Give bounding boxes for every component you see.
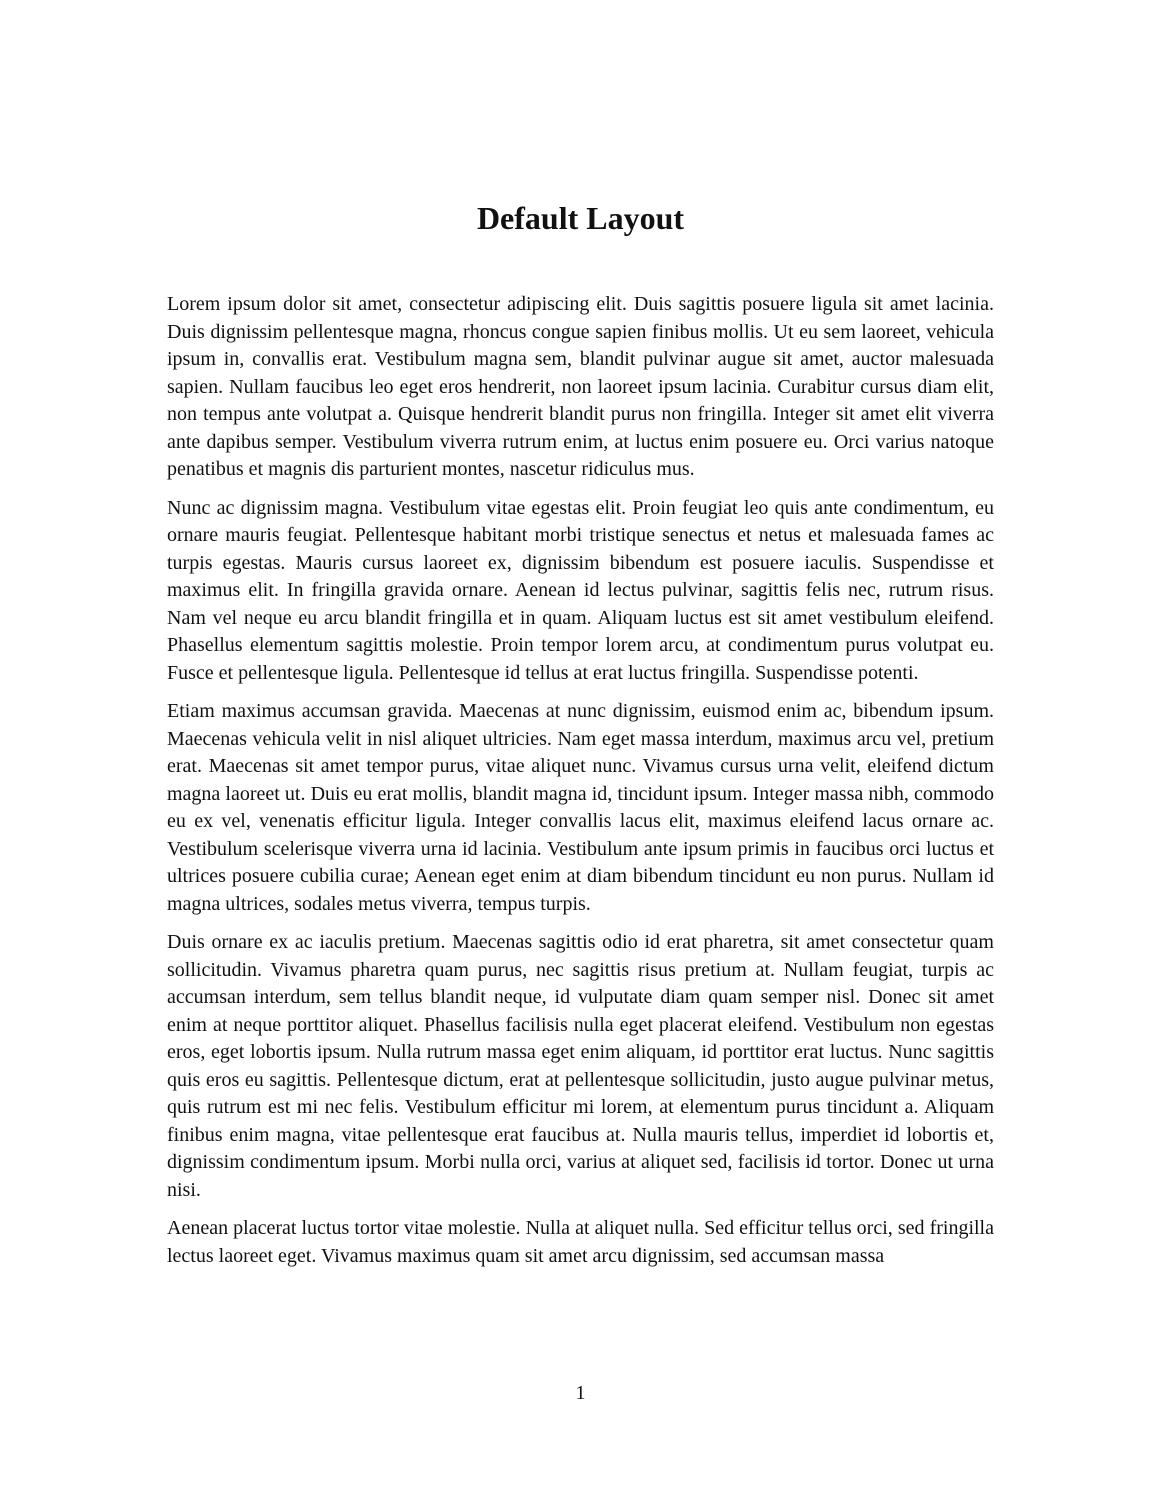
paragraph-1: Lorem ipsum dolor sit amet, consectetur adipiscing elit. Duis sagittis posuere ligula sit amet lacinia. Duis dignissim pellentesque magna, rhoncus congue sapien finibus mollis. Ut eu sem laoreet, vehicula ipsum in, convallis erat. Vestibulum magna sem, blandit pulvinar augue sit amet, auctor malesuada sapien. Nullam faucibus leo eget eros hendrerit, non laoreet ipsum lacinia. Curabitur cursus diam elit, non tempus ante volutpat a. Quisque hendrerit blandit purus non fringilla. Integer sit amet elit viverra ante dapibus semper. Vestibulum viverra rutrum enim, at luctus enim posuere eu. Orci varius natoque penatibus et magnis dis parturient montes, nascetur ridiculus mus. [167,293,994,480]
paragraph-2: Nunc ac dignissim magna. Vestibulum vitae egestas elit. Proin feugiat leo quis ante condimentum, eu ornare mauris feugiat. Pellentesque habitant morbi tristique senectus et netus et malesuada fames ac turpis egestas. Mauris cursus laoreet ex, dignissim bibendum est posuere iaculis. Suspendisse et maximus elit. In fringilla gravida ornare. Aenean id lectus pulvinar, sagittis felis nec, rutrum risus. Nam vel neque eu arcu blandit fringilla et in quam. Aliquam luctus est sit amet vestibulum eleifend. Phasellus elementum sagittis molestie. Proin tempor lorem arcu, at condimentum purus volutpat eu. Fusce et pellentesque ligula. Pellentesque id tellus at erat luctus fringilla. Suspendisse potenti. [167,496,994,684]
document-title: Default Layout [476,200,685,236]
document-body [167,291,994,1270]
page-number: 1 [575,1382,586,1404]
paragraph-4: Duis ornare ex ac iaculis pretium. Maecenas sagittis odio id erat pharetra, sit amet consectetur quam sollicitudin. Vivamus pharetra quam purus, nec sagittis risus pretium at. Nullam feugiat, turpis ac accumsan interdum, sem tellus blandit neque, id vulputate diam quam semper nisl. Donec sit amet enim at neque porttitor aliquet. Phasellus facilisis nulla eget placerat eleifend. Vestibulum non egestas eros, eget lobortis ipsum. Nulla rutrum massa eget enim aliquam, id porttitor erat luctus. Nunc sagittis quis eros eu sagittis. Pellentesque dictum, erat at pellentesque sollicitudin, justo augue pulvinar metus, quis rutrum est mi nec felis. Vestibulum efficitur mi lorem, at elementum purus tincidunt a. Aliquam finibus enim magna, vitae pellentesque erat faucibus at. Nulla mauris tellus, imperdiet id lobortis et, dignissim condimentum ipsum. Morbi nulla orci, varius at aliquet sed, facilisis id tortor. Donec ut urna nisi. [167,931,994,1201]
paragraph-3: Etiam maximus accumsan gravida. Maecenas at nunc dignissim, euismod enim ac, bibendum ipsum. Maecenas vehicula velit in nisl aliquet ultricies. Nam eget massa interdum, maximus arcu vel, pretium erat. Maecenas sit amet tempor purus, vitae aliquet nunc. Vivamus cursus urna velit, eleifend dictum magna laoreet ut. Duis eu erat mollis, blandit magna id, tincidunt ipsum. Integer massa nibh, commodo eu ex vel, venenatis efficitur ligula. Integer convallis lacus elit, maximus eleifend lacus ornare ac. Vestibulum scelerisque viverra urna id lacinia. Vestibulum ante ipsum primis in faucibus orci luctus et ultrices posuere cubilia curae; Aenean eget enim at diam bibendum tincidunt eu non purus. Nullam id magna ultrices, sodales metus viverra, tempus turpis. [167,700,994,915]
paragraph-5: Aenean placerat luctus tortor vitae molestie. Nulla at aliquet nulla. Sed efficitur tellus orci, sed fringilla lectus laoreet eget. Vivamus maximus quam sit amet arcu dignissim, sed accumsan massa [167,1217,994,1267]
